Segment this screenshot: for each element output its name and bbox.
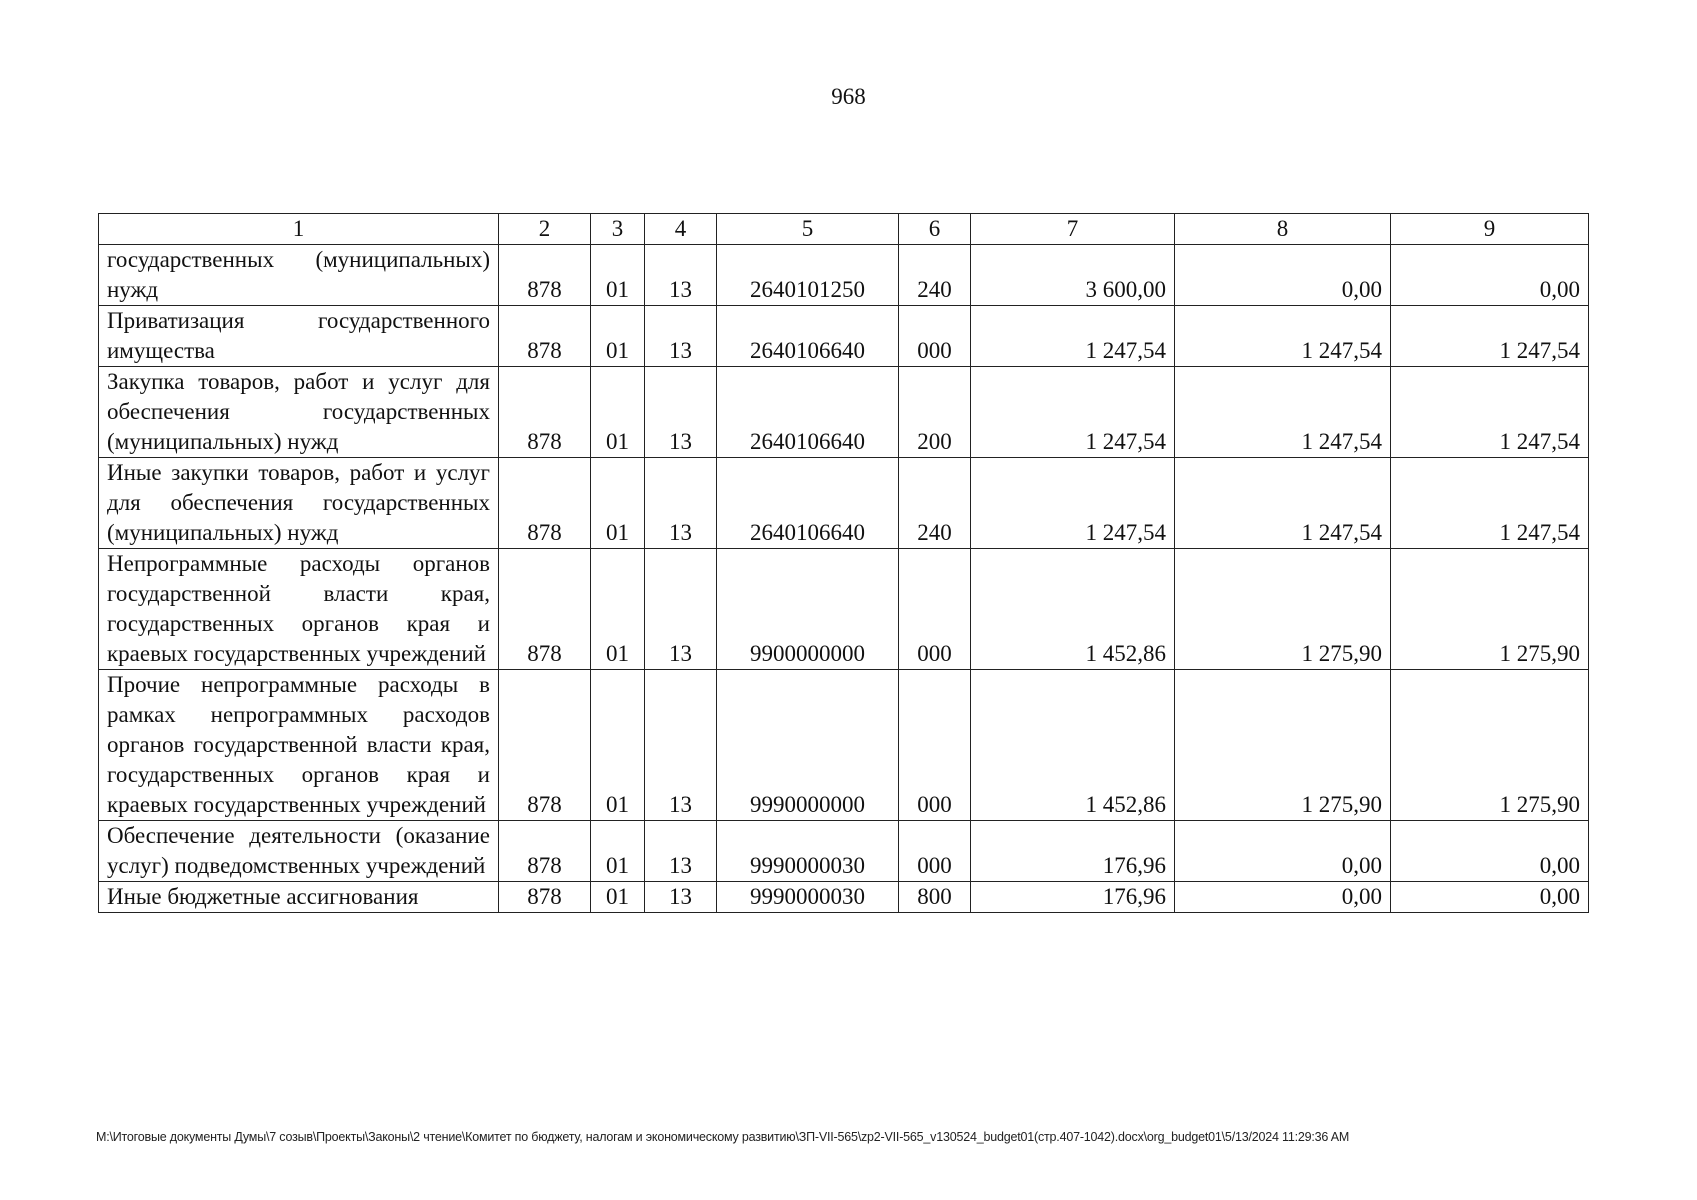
cell-col3: 01: [591, 458, 645, 549]
cell-col2: 878: [499, 367, 591, 458]
table-row: [99, 549, 1589, 670]
cell-col6: 800: [899, 882, 971, 913]
row-name: Обеспечение деятельности (оказание услуг) подведомственных учреждений: [99, 821, 499, 882]
table-row: [99, 458, 1589, 549]
table-row: [99, 367, 1589, 458]
cell-col4: 13: [645, 458, 717, 549]
cell-col8: 0,00: [1175, 245, 1391, 306]
column-header: 9: [1391, 214, 1589, 245]
table-row: [99, 245, 1589, 306]
cell-col5: 9990000030: [717, 882, 899, 913]
column-header: 3: [591, 214, 645, 245]
column-header: 8: [1175, 214, 1391, 245]
cell-col3: 01: [591, 367, 645, 458]
cell-col6: 000: [899, 549, 971, 670]
cell-col8: 1 275,90: [1175, 549, 1391, 670]
row-name: Прочие непрограммные расходы в рамках непрограммных расходов органов государственной власти края, государственных органов края и краевых государственных учреждений: [99, 670, 499, 821]
cell-col4: 13: [645, 306, 717, 367]
cell-col8: 1 247,54: [1175, 306, 1391, 367]
cell-col7: 1 452,86: [971, 670, 1175, 821]
row-name: Иные закупки товаров, работ и услуг для обеспечения государственных (муниципальных) нужд: [99, 458, 499, 549]
column-header: 6: [899, 214, 971, 245]
file-path-footer: M:\Итоговые документы Думы\7 созыв\Проекты\Законы\2 чтение\Комитет по бюджету, налогам и экономическому развитию\ЗП-VII-565\zp2-VII-565_v130524_budget01(стр.407-1042).docx\org_budget01\5/13/2024 11:29:36 AM: [96, 1130, 1350, 1144]
cell-col4: 13: [645, 882, 717, 913]
column-header: 2: [499, 214, 591, 245]
cell-col3: 01: [591, 882, 645, 913]
cell-col5: 9900000000: [717, 549, 899, 670]
cell-col9: 1 275,90: [1391, 549, 1589, 670]
cell-col9: 1 247,54: [1391, 306, 1589, 367]
cell-col3: 01: [591, 549, 645, 670]
cell-col2: 878: [499, 882, 591, 913]
page-number: 968: [831, 84, 866, 109]
cell-col3: 01: [591, 306, 645, 367]
cell-col4: 13: [645, 549, 717, 670]
table-row: [99, 670, 1589, 821]
column-header: 4: [645, 214, 717, 245]
cell-col7: 176,96: [971, 821, 1175, 882]
cell-col8: 0,00: [1175, 821, 1391, 882]
cell-col8: 0,00: [1175, 882, 1391, 913]
column-header: 7: [971, 214, 1175, 245]
cell-col3: 01: [591, 245, 645, 306]
cell-col4: 13: [645, 245, 717, 306]
cell-col2: 878: [499, 458, 591, 549]
cell-col2: 878: [499, 670, 591, 821]
header-row: [99, 214, 1589, 245]
cell-col7: 1 247,54: [971, 458, 1175, 549]
table-row: [99, 882, 1589, 913]
cell-col8: 1 247,54: [1175, 458, 1391, 549]
table-header: [99, 214, 1589, 245]
cell-col9: 1 275,90: [1391, 670, 1589, 821]
cell-col5: 2640106640: [717, 367, 899, 458]
budget-table: [98, 213, 1589, 913]
cell-col2: 878: [499, 306, 591, 367]
column-header: 1: [99, 214, 499, 245]
cell-col6: 000: [899, 306, 971, 367]
cell-col6: 240: [899, 458, 971, 549]
cell-col6: 240: [899, 245, 971, 306]
row-name: государственных (муниципальных) нужд: [99, 245, 499, 306]
cell-col7: 1 247,54: [971, 367, 1175, 458]
cell-col9: 1 247,54: [1391, 367, 1589, 458]
cell-col3: 01: [591, 670, 645, 821]
cell-col8: 1 275,90: [1175, 670, 1391, 821]
cell-col5: 9990000030: [717, 821, 899, 882]
table-row: [99, 306, 1589, 367]
cell-col7: 176,96: [971, 882, 1175, 913]
cell-col5: 9990000000: [717, 670, 899, 821]
cell-col4: 13: [645, 670, 717, 821]
cell-col4: 13: [645, 367, 717, 458]
cell-col2: 878: [499, 821, 591, 882]
cell-col7: 1 247,54: [971, 306, 1175, 367]
row-name: Иные бюджетные ассигнования: [99, 882, 499, 913]
cell-col6: 000: [899, 821, 971, 882]
column-header: 5: [717, 214, 899, 245]
cell-col6: 200: [899, 367, 971, 458]
cell-col5: 2640101250: [717, 245, 899, 306]
cell-col2: 878: [499, 245, 591, 306]
row-name: Непрограммные расходы органов государственной власти края, государственных органов края и краевых государственных учреждений: [99, 549, 499, 670]
cell-col9: 1 247,54: [1391, 458, 1589, 549]
cell-col8: 1 247,54: [1175, 367, 1391, 458]
cell-col9: 0,00: [1391, 245, 1589, 306]
cell-col7: 3 600,00: [971, 245, 1175, 306]
cell-col2: 878: [499, 549, 591, 670]
cell-col4: 13: [645, 821, 717, 882]
row-name: Закупка товаров, работ и услуг для обеспечения государственных (муниципальных) нужд: [99, 367, 499, 458]
cell-col9: 0,00: [1391, 821, 1589, 882]
cell-col7: 1 452,86: [971, 549, 1175, 670]
cell-col3: 01: [591, 821, 645, 882]
table-row: [99, 821, 1589, 882]
cell-col5: 2640106640: [717, 306, 899, 367]
cell-col6: 000: [899, 670, 971, 821]
row-name: Приватизация государственного имущества: [99, 306, 499, 367]
cell-col9: 0,00: [1391, 882, 1589, 913]
cell-col5: 2640106640: [717, 458, 899, 549]
